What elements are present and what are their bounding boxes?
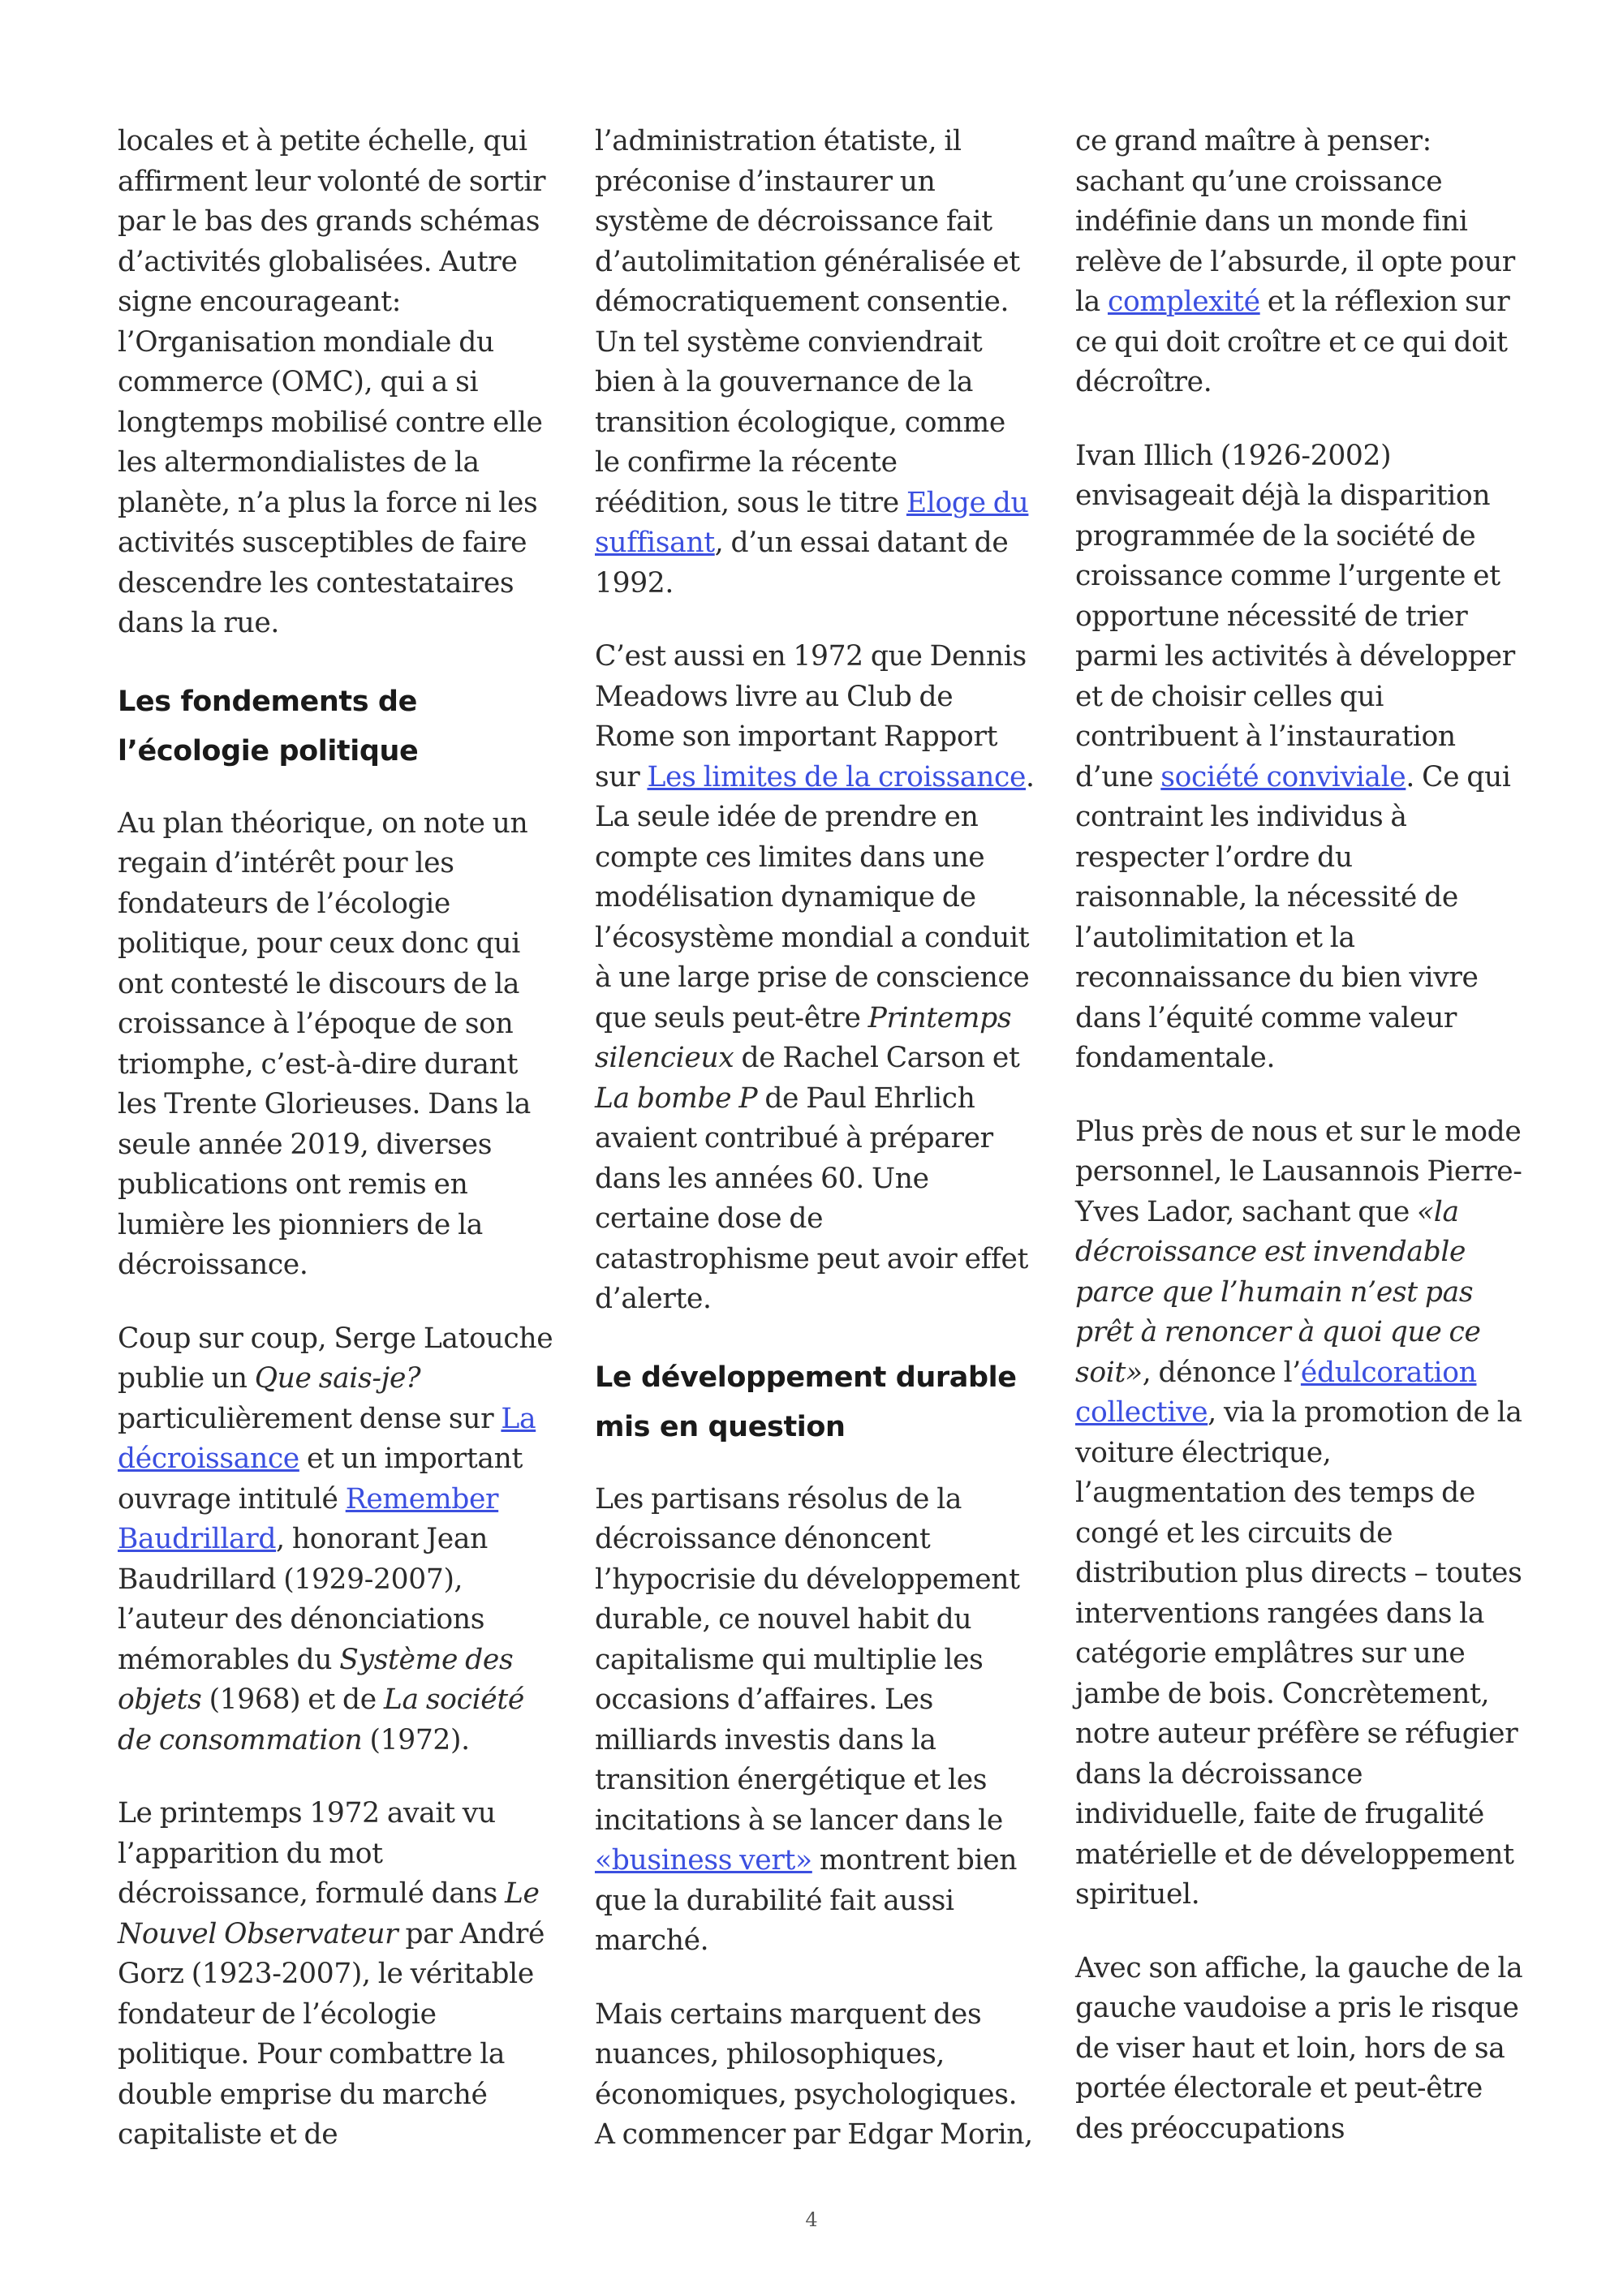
paragraph: Au plan théorique, on note un regain d’intérêt pour les fondateurs de l’écologie politique, pour ceux donc qui ont contesté le discours de la croissance à l’époque de son triomphe, c’est-à-dire durant les Trente Glorieuses. Dans la seule année 2019, diverses publications ont remis en lumière les pionniers de la décroissance. [118,806,532,1281]
column-3 [1075,122,1526,2182]
text: , honorant Jean Baudrillard (1929-2007), l’auteur des dénonciations mémorables du [118,1523,488,1676]
paragraph [118,1794,556,2156]
book-title: Printemps silencieux [595,1001,1012,1074]
text: Ivan Illich (1926-2002) envisageait déjà la disparition programmée de la société de croissance comme l’urgente et opportune nécessité de trier parmi les activités à développer et de choisir celles qui contribuent à l’instauration d’une [1075,439,1515,793]
book-title: La société de consommation [118,1683,524,1756]
text: C’est aussi en 1972 que Dennis Meadows livre au Club de Rome son important Rapport sur [595,640,1027,793]
text: (1972). [362,1723,470,1756]
text: par André Gorz (1923-2007), le véritable fondateur de l’écologie politique. Pour combattre la double emprise du marché capitaliste et de [118,1917,545,2151]
text: ce grand maître à penser: sachant qu’une croissance indéfinie dans un monde fini relève de l’absurde, il opte pour la [1075,125,1515,318]
link-les-limites-de-la-croissance[interactable]: Les limites de la croissance [647,760,1027,793]
text: . Ce qui contraint les individus à respecter l’ordre du raisonnable, la nécessité de l’autolimitation et la reconnaissance du bien vivre dans l’équité comme valeur fondamentale. [1075,760,1511,1074]
book-title: Système des objets [118,1643,514,1716]
paragraph: Avec son affiche, la gauche de la gauche vaudoise a pris le risque de viser haut et loin, hors de sa portée électorale et peut-être des préoccupations [1075,1951,1523,2145]
column-1 [118,122,556,2189]
section-heading: Le développement durable mis en question [595,1361,1017,1443]
page-number: 4 [805,2208,818,2231]
text: de Paul Ehrlich avaient contribué à préparer dans les années 60. Une certaine dose de catastrophisme peut avoir effet d’alerte. [595,1081,1029,1315]
text: l’administration étatiste, il préconise d’instaurer un système de décroissance fait d’autolimitation généralisée et démocratiquement consentie. Un tel système conviendrait bien à la gouvernance de la transition écologique, comme le confirme la récente réédition, sous le titre [595,125,1020,519]
text: particulièrement dense sur [118,1402,502,1435]
link-la-decroissance[interactable]: La décroissance [118,1402,536,1475]
paragraph [595,1480,1037,1962]
paragraph: Mais certains marquent des nuances, philosophiques, économiques, psychologiques. A commencer par Edgar Morin, [595,1997,1033,2151]
text: et la réflexion sur ce qui doit croître et ce qui doit décroître. [1075,286,1510,398]
paragraph [1075,1112,1526,1915]
link-eloge-du-suffisant[interactable]: Eloge du suffisant [595,486,1029,559]
paragraph [1075,436,1526,1079]
link-business-vert[interactable]: «business vert» [595,1844,812,1877]
section-heading: Les fondements de l’écologie politique [118,685,419,767]
link-complexite[interactable]: complexité [1108,286,1260,318]
text: , via la promotion de la voiture électrique, l’augmentation des temps de congé et les circuits de distribution plus directs – toutes interventions rangées dans la catégorie emplâtres sur une jambe de bois. Concrètement, notre auteur préfère se réfugier dans la décroissance individuelle, faite de frugalité matérielle et de développement spirituel. [1075,1396,1522,1911]
link-remember-baudrillard[interactable]: Remember Baudrillard [118,1482,499,1555]
paragraph [1075,122,1526,403]
book-title: La bombe P [595,1081,758,1115]
text: Coup sur coup, Serge Latouche publie un [118,1322,553,1395]
book-title: Que sais-je? [254,1362,421,1395]
link-societe-conviviale[interactable]: société conviviale [1160,760,1406,793]
text: montrent bien que la durabilité fait aussi marché. [595,1844,1018,1957]
paragraph [595,122,1037,604]
quotation: «la décroissance est invendable parce que l’humain n’est pas prêt à renoncer à quoi que ce soit» [1075,1195,1481,1389]
text: et un important ouvrage intitulé [118,1443,523,1516]
text: , d’un essai datant de 1992. [595,527,1009,600]
text: . La seule idée de prendre en compte ces limites dans une modélisation dynamique de l’écosystème mondial a conduit à une large prise de conscience que seuls peut-être [595,760,1035,1034]
column-2 [595,122,1037,2189]
publication-title: Le Nouvel Observateur [118,1877,540,1950]
paragraph: locales et à petite échelle, qui affirment leur volonté de sortir par le bas des grands schémas d’activités globalisées. Autre signe encourageant: l’Organisation mondiale du commerce (OMC), qui a si longtemps mobilisé contre elle les altermondialistes de la planète, n’a plus la force ni les activités susceptibles de faire descendre les contestataires dans la rue. [118,125,546,639]
text: Le printemps 1972 avait vu l’apparition du mot décroissance, formulé dans [118,1797,505,1910]
paragraph [118,1319,556,1761]
link-edulcoration-collective[interactable]: édulcoration collective [1075,1356,1477,1429]
text: , dénonce l’ [1142,1356,1301,1389]
text: (1968) et de [201,1683,384,1716]
text: Les partisans résolus de la décroissance dénoncent l’hypocrisie du développement durable, ce nouvel habit du capitalisme qui multiplie les occasions d’affaires. Les milliards investis dans la transition énergétique et les incitations à se lancer dans le [595,1482,1020,1837]
text: Plus près de nous et sur le mode personnel, le Lausannois Pierre-Yves Lador, sachant que [1075,1115,1522,1228]
paragraph [595,637,1037,1320]
text: de Rachel Carson et [734,1042,1020,1074]
